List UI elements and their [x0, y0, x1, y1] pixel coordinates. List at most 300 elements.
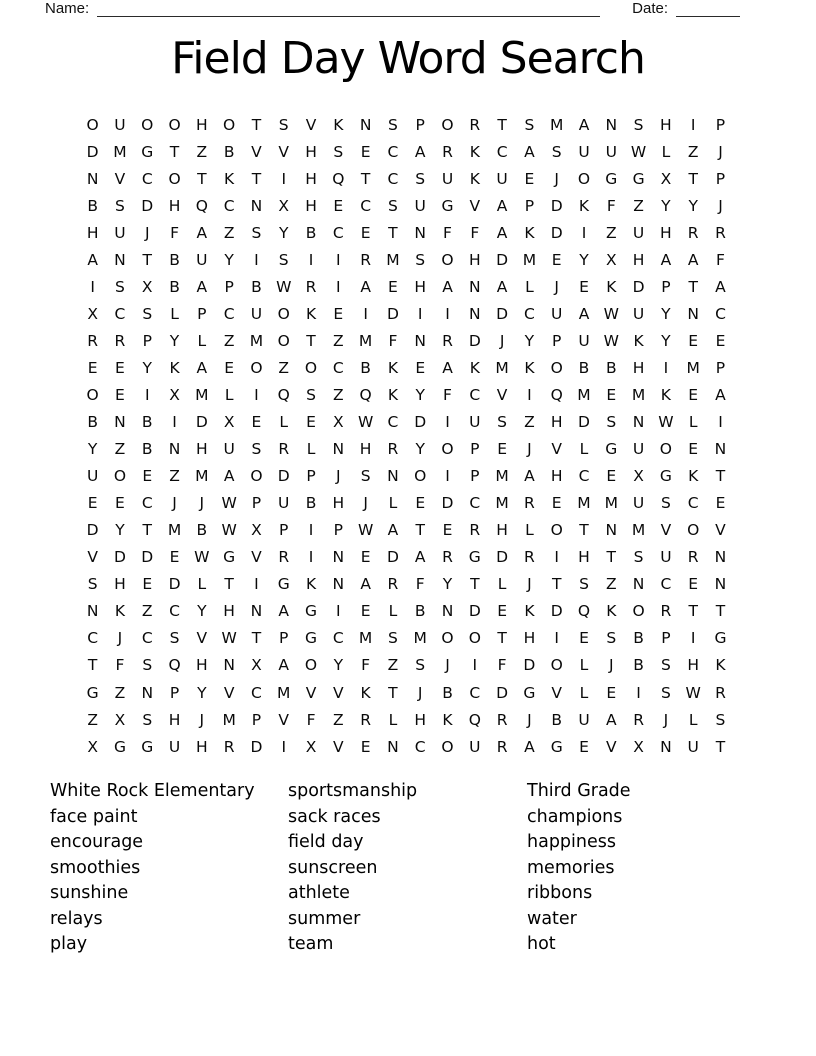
grid-letter: C	[223, 304, 235, 323]
name-blank-line	[97, 1, 600, 17]
word-item: ribbons	[527, 883, 593, 904]
grid-letter: C	[387, 142, 399, 161]
grid-letter: N	[414, 331, 427, 350]
header-row	[45, 0, 740, 18]
grid-letter: S	[87, 575, 98, 594]
grid-letter: N	[332, 575, 345, 594]
grid-letter: Z	[333, 710, 344, 729]
grid-letter: R	[387, 440, 399, 459]
grid-letter: H	[196, 737, 208, 756]
grid-letter: C	[523, 304, 535, 323]
grid-letter: Z	[114, 683, 126, 702]
grid-letter: N	[332, 548, 345, 567]
grid-letter: I	[636, 683, 641, 702]
grid-letter: E	[442, 521, 453, 540]
grid-letter: I	[336, 250, 341, 269]
word-item: water	[527, 908, 577, 929]
grid-letter: I	[527, 385, 532, 404]
grid-letter: L	[388, 494, 398, 513]
grid-letter: C	[87, 629, 99, 648]
grid-letter: M	[195, 385, 209, 404]
grid-letter: X	[333, 413, 344, 432]
grid-letter: P	[142, 331, 152, 350]
grid-letter: A	[87, 250, 98, 269]
word-item: encourage	[50, 832, 144, 853]
grid-letter: Z	[223, 331, 235, 350]
grid-letter: L	[579, 440, 589, 459]
grid-letter: P	[306, 467, 316, 486]
grid-letter: Y	[169, 331, 180, 350]
grid-letter: S	[142, 656, 153, 675]
grid-letter: O	[441, 629, 454, 648]
grid-letter: F	[443, 223, 452, 242]
grid-letter: G	[113, 737, 126, 756]
grid-letter: C	[469, 683, 481, 702]
grid-letter: G	[550, 737, 563, 756]
grid-letter: V	[551, 683, 562, 702]
grid-letter: O	[632, 602, 645, 621]
grid-letter: M	[386, 250, 400, 269]
grid-letter: C	[414, 737, 426, 756]
grid-letter: I	[90, 277, 95, 296]
grid-letter: L	[224, 385, 234, 404]
grid-letter: M	[249, 331, 264, 350]
grid-letter: N	[250, 602, 263, 621]
grid-letter: Q	[359, 385, 372, 404]
grid-letter: K	[524, 602, 535, 621]
grid-letter: A	[578, 115, 590, 134]
grid-letter: O	[550, 358, 563, 377]
grid-letter: S	[333, 142, 344, 161]
grid-letter: Y	[278, 223, 289, 242]
grid-letter: Z	[605, 223, 617, 242]
grid-letter: A	[660, 250, 672, 269]
grid-letter: A	[715, 385, 726, 404]
grid-letter: E	[415, 494, 426, 513]
grid-letter: M	[577, 385, 591, 404]
grid-letter: H	[468, 250, 481, 269]
grid-letter: E	[715, 494, 726, 513]
grid-letter: S	[142, 304, 153, 323]
grid-letter: Z	[169, 467, 180, 486]
grid-letter: Q	[577, 602, 591, 621]
grid-letter: R	[496, 737, 508, 756]
grid-letter: J	[527, 575, 532, 594]
grid-letter: H	[550, 467, 563, 486]
grid-letter: J	[718, 142, 723, 161]
grid-letter: P	[197, 304, 207, 323]
grid-letter: H	[114, 575, 126, 594]
grid-letter: C	[223, 196, 235, 215]
grid-letter: D	[550, 602, 563, 621]
grid-letter: V	[305, 683, 317, 702]
word-item: relays	[50, 908, 103, 929]
grid-letter: C	[169, 602, 180, 621]
grid-letter: O	[86, 115, 99, 134]
grid-letter: T	[251, 115, 262, 134]
grid-letter: G	[223, 548, 236, 567]
grid-letter: C	[141, 494, 153, 513]
date-blank-line	[676, 1, 740, 17]
grid-letter: N	[332, 440, 345, 459]
grid-letter: S	[387, 196, 398, 215]
grid-letter: F	[415, 575, 425, 594]
grid-letter: B	[360, 358, 371, 377]
grid-letter: T	[551, 575, 562, 594]
grid-letter: I	[336, 602, 341, 621]
grid-letter: O	[441, 250, 454, 269]
word-item: face paint	[50, 806, 138, 827]
grid-letter: K	[524, 223, 535, 242]
grid-letter: U	[660, 548, 672, 567]
grid-letter: V	[114, 169, 126, 188]
word-item: sunshine	[50, 883, 129, 904]
grid-letter: G	[141, 142, 154, 161]
grid-letter: B	[196, 521, 208, 540]
grid-letter: I	[690, 629, 696, 648]
grid-letter: U	[632, 440, 645, 459]
grid-letter: L	[279, 413, 289, 432]
grid-letter: Z	[387, 656, 399, 675]
grid-letter: V	[496, 385, 508, 404]
grid-letter: R	[633, 710, 644, 729]
grid-letter: M	[195, 467, 209, 486]
grid-letter: L	[388, 710, 398, 729]
grid-letter: W	[221, 629, 237, 648]
grid-letter: D	[550, 223, 563, 242]
grid-letter: Y	[661, 304, 671, 323]
word-item: champions	[527, 806, 623, 827]
grid-letter: T	[197, 169, 207, 188]
grid-letter: E	[688, 440, 699, 459]
grid-letter: M	[686, 358, 700, 377]
grid-letter: E	[360, 737, 371, 756]
grid-letter: V	[333, 737, 344, 756]
grid-letter: U	[86, 467, 99, 486]
grid-letter: E	[606, 683, 617, 702]
grid-letter: C	[141, 629, 153, 648]
grid-letter: T	[360, 169, 371, 188]
grid-letter: D	[496, 304, 509, 323]
grid-letter: K	[360, 683, 371, 702]
grid-letter: D	[550, 196, 563, 215]
grid-letter: T	[388, 223, 398, 242]
grid-letter: R	[687, 548, 699, 567]
grid-letter: V	[251, 548, 262, 567]
grid-letter: Z	[333, 331, 344, 350]
grid-letter: E	[579, 629, 589, 648]
grid-letter: C	[387, 413, 399, 432]
grid-letter: L	[661, 142, 671, 161]
word-item: sunscreen	[288, 857, 378, 878]
grid-letter: I	[336, 277, 341, 296]
grid-letter: H	[632, 358, 645, 377]
grid-letter: D	[86, 142, 99, 161]
grid-letter: V	[305, 115, 317, 134]
grid-letter: E	[333, 196, 344, 215]
grid-letter: F	[716, 250, 725, 269]
grid-letter: C	[332, 223, 344, 242]
grid-letter: S	[387, 629, 398, 648]
grid-letter: I	[690, 115, 696, 134]
grid-letter: I	[254, 250, 259, 269]
grid-letter: M	[167, 521, 182, 540]
word-item: athlete	[288, 883, 350, 904]
grid-letter: I	[663, 358, 669, 377]
grid-letter: M	[495, 358, 509, 377]
word-item: play	[50, 934, 88, 955]
grid-letter: G	[632, 169, 645, 188]
grid-letter: B	[141, 440, 153, 459]
grid-letter: S	[606, 629, 617, 648]
grid-letter: M	[495, 494, 509, 513]
grid-letter: Y	[661, 331, 671, 350]
grid-letter: S	[278, 115, 289, 134]
grid-letter: I	[308, 250, 314, 269]
grid-letter: B	[578, 358, 590, 377]
grid-letter: C	[469, 385, 481, 404]
grid-letter: N	[469, 304, 481, 323]
grid-letter: D	[113, 548, 126, 567]
grid-letter: A	[715, 277, 726, 296]
grid-letter: S	[660, 494, 671, 513]
grid-letter: X	[223, 413, 235, 432]
grid-letter: V	[196, 629, 208, 648]
grid-letter: N	[250, 196, 263, 215]
grid-letter: Z	[141, 602, 153, 621]
grid-letter: D	[632, 277, 645, 296]
grid-letter: L	[688, 710, 698, 729]
grid-letter: P	[552, 331, 562, 350]
grid-letter: H	[168, 710, 181, 729]
grid-letter: K	[224, 169, 235, 188]
grid-letter: S	[115, 196, 125, 215]
grid-letter: U	[632, 304, 645, 323]
grid-letter: A	[360, 277, 371, 296]
grid-letter: X	[169, 385, 180, 404]
grid-letter: S	[387, 115, 398, 134]
grid-letter: C	[496, 142, 508, 161]
grid-letter: X	[87, 737, 98, 756]
grid-letter: R	[278, 548, 290, 567]
grid-letter: O	[277, 331, 290, 350]
grid-letter: S	[633, 115, 644, 134]
grid-letter: T	[470, 575, 480, 594]
grid-letter: W	[603, 304, 619, 323]
grid-letter: K	[169, 358, 180, 377]
grid-letter: U	[223, 440, 235, 459]
grid-letter: O	[659, 440, 672, 459]
grid-letter: J	[554, 277, 559, 296]
grid-letter: K	[688, 467, 699, 486]
grid-letter: S	[524, 115, 535, 134]
grid-letter: M	[577, 494, 591, 513]
grid-letter: N	[141, 683, 154, 702]
grid-letter: A	[278, 656, 290, 675]
grid-letter: E	[688, 575, 699, 594]
grid-letter: Z	[687, 142, 699, 161]
grid-letter: N	[660, 737, 672, 756]
grid-letter: E	[87, 494, 98, 513]
grid-letter: T	[606, 548, 617, 567]
grid-letter: L	[306, 440, 316, 459]
grid-letter: K	[715, 656, 726, 675]
grid-letter: E	[388, 277, 398, 296]
grid-letter: V	[551, 440, 562, 459]
grid-letter: N	[86, 169, 99, 188]
grid-letter: B	[305, 223, 317, 242]
grid-letter: A	[196, 277, 208, 296]
grid-letter: X	[633, 737, 644, 756]
grid-letter: Z	[605, 575, 617, 594]
grid-letter: D	[86, 521, 99, 540]
grid-letter: E	[715, 331, 726, 350]
grid-letter: F	[388, 331, 398, 350]
grid-letter: I	[254, 575, 259, 594]
grid-letter: A	[578, 304, 590, 323]
grid-letter: V	[278, 142, 290, 161]
grid-letter: T	[715, 602, 726, 621]
grid-letter: K	[524, 358, 535, 377]
grid-letter: D	[141, 548, 154, 567]
grid-letter: S	[551, 142, 562, 161]
grid-letter: J	[363, 494, 368, 513]
grid-letter: I	[445, 304, 450, 323]
grid-letter: F	[606, 196, 616, 215]
grid-letter: P	[470, 440, 480, 459]
grid-letter: M	[522, 250, 537, 269]
grid-letter: Y	[661, 196, 671, 215]
grid-letter: E	[579, 737, 589, 756]
grid-letter: U	[605, 142, 617, 161]
grid-letter: R	[305, 277, 317, 296]
grid-letter: D	[141, 196, 154, 215]
grid-letter: S	[660, 656, 671, 675]
grid-letter: G	[305, 629, 318, 648]
grid-letter: F	[443, 385, 452, 404]
grid-letter: V	[605, 737, 617, 756]
grid-letter: T	[688, 602, 698, 621]
grid-letter: D	[414, 413, 427, 432]
grid-letter: Z	[333, 385, 344, 404]
grid-letter: H	[86, 223, 99, 242]
grid-letter: S	[251, 223, 262, 242]
grid-letter: M	[413, 629, 427, 648]
grid-letter: K	[633, 331, 644, 350]
grid-letter: R	[524, 548, 535, 567]
grid-letter: L	[388, 602, 398, 621]
grid-letter: N	[359, 115, 372, 134]
grid-letter: H	[523, 629, 536, 648]
grid-letter: H	[414, 710, 427, 729]
grid-letter: S	[606, 413, 617, 432]
grid-letter: W	[221, 521, 237, 540]
grid-letter: U	[632, 494, 645, 513]
grid-letter: P	[715, 358, 726, 377]
grid-letter: N	[632, 575, 645, 594]
grid-letter: T	[688, 169, 698, 188]
grid-letter: Z	[114, 440, 126, 459]
grid-letter: A	[496, 277, 508, 296]
grid-letter: L	[525, 521, 534, 540]
grid-letter: T	[306, 331, 316, 350]
grid-letter: F	[170, 223, 179, 242]
grid-letter: J	[172, 494, 177, 513]
grid-letter: M	[495, 467, 509, 486]
grid-letter: B	[414, 602, 426, 621]
grid-letter: U	[441, 169, 454, 188]
grid-letter: I	[308, 521, 314, 540]
grid-letter: H	[305, 169, 317, 188]
grid-letter: C	[360, 196, 372, 215]
grid-letter: K	[387, 358, 398, 377]
grid-letter: E	[115, 358, 125, 377]
word-item: field day	[288, 832, 364, 853]
grid-letter: B	[87, 413, 98, 432]
grid-letter: R	[387, 575, 399, 594]
word-item: smoothies	[50, 857, 141, 878]
grid-letter: R	[496, 710, 508, 729]
grid-letter: J	[199, 494, 205, 513]
grid-letter: S	[415, 169, 426, 188]
grid-letter: N	[387, 467, 399, 486]
grid-letter: O	[414, 467, 427, 486]
grid-letter: T	[169, 142, 180, 161]
grid-letter: T	[388, 683, 398, 702]
grid-letter: Z	[524, 413, 535, 432]
grid-letter: N	[632, 413, 645, 432]
grid-letter: A	[442, 358, 453, 377]
grid-letter: T	[142, 250, 152, 269]
grid-letter: E	[606, 467, 617, 486]
grid-letter: U	[114, 115, 126, 134]
grid-letter: R	[87, 331, 99, 350]
grid-letter: R	[469, 115, 481, 134]
grid-letter: E	[497, 440, 507, 459]
grid-letter: H	[305, 142, 317, 161]
grid-letter: P	[251, 710, 262, 729]
word-item: sack races	[288, 806, 381, 827]
grid-letter: Y	[442, 575, 453, 594]
grid-letter: H	[305, 196, 317, 215]
grid-letter: A	[360, 575, 371, 594]
grid-letter: O	[223, 115, 236, 134]
grid-letter: L	[170, 304, 179, 323]
grid-letter: K	[469, 169, 480, 188]
word-list-column	[50, 779, 255, 958]
grid-letter: Q	[550, 385, 563, 404]
grid-letter: O	[113, 467, 127, 486]
grid-letter: U	[551, 304, 563, 323]
grid-letter: U	[578, 710, 590, 729]
grid-letter: U	[196, 250, 208, 269]
grid-letter: Z	[196, 142, 208, 161]
grid-letter: F	[115, 656, 125, 675]
grid-letter: K	[606, 277, 617, 296]
grid-letter: J	[445, 656, 450, 675]
grid-letter: T	[715, 467, 726, 486]
grid-letter: K	[305, 575, 317, 594]
grid-letter: P	[415, 115, 425, 134]
grid-letter: O	[441, 440, 454, 459]
grid-letter: E	[169, 548, 180, 567]
grid-letter: A	[387, 521, 399, 540]
grid-letter: I	[144, 385, 150, 404]
grid-letter: X	[660, 169, 672, 188]
grid-letter: K	[333, 115, 344, 134]
grid-letter: N	[414, 223, 427, 242]
grid-letter: Y	[524, 331, 535, 350]
